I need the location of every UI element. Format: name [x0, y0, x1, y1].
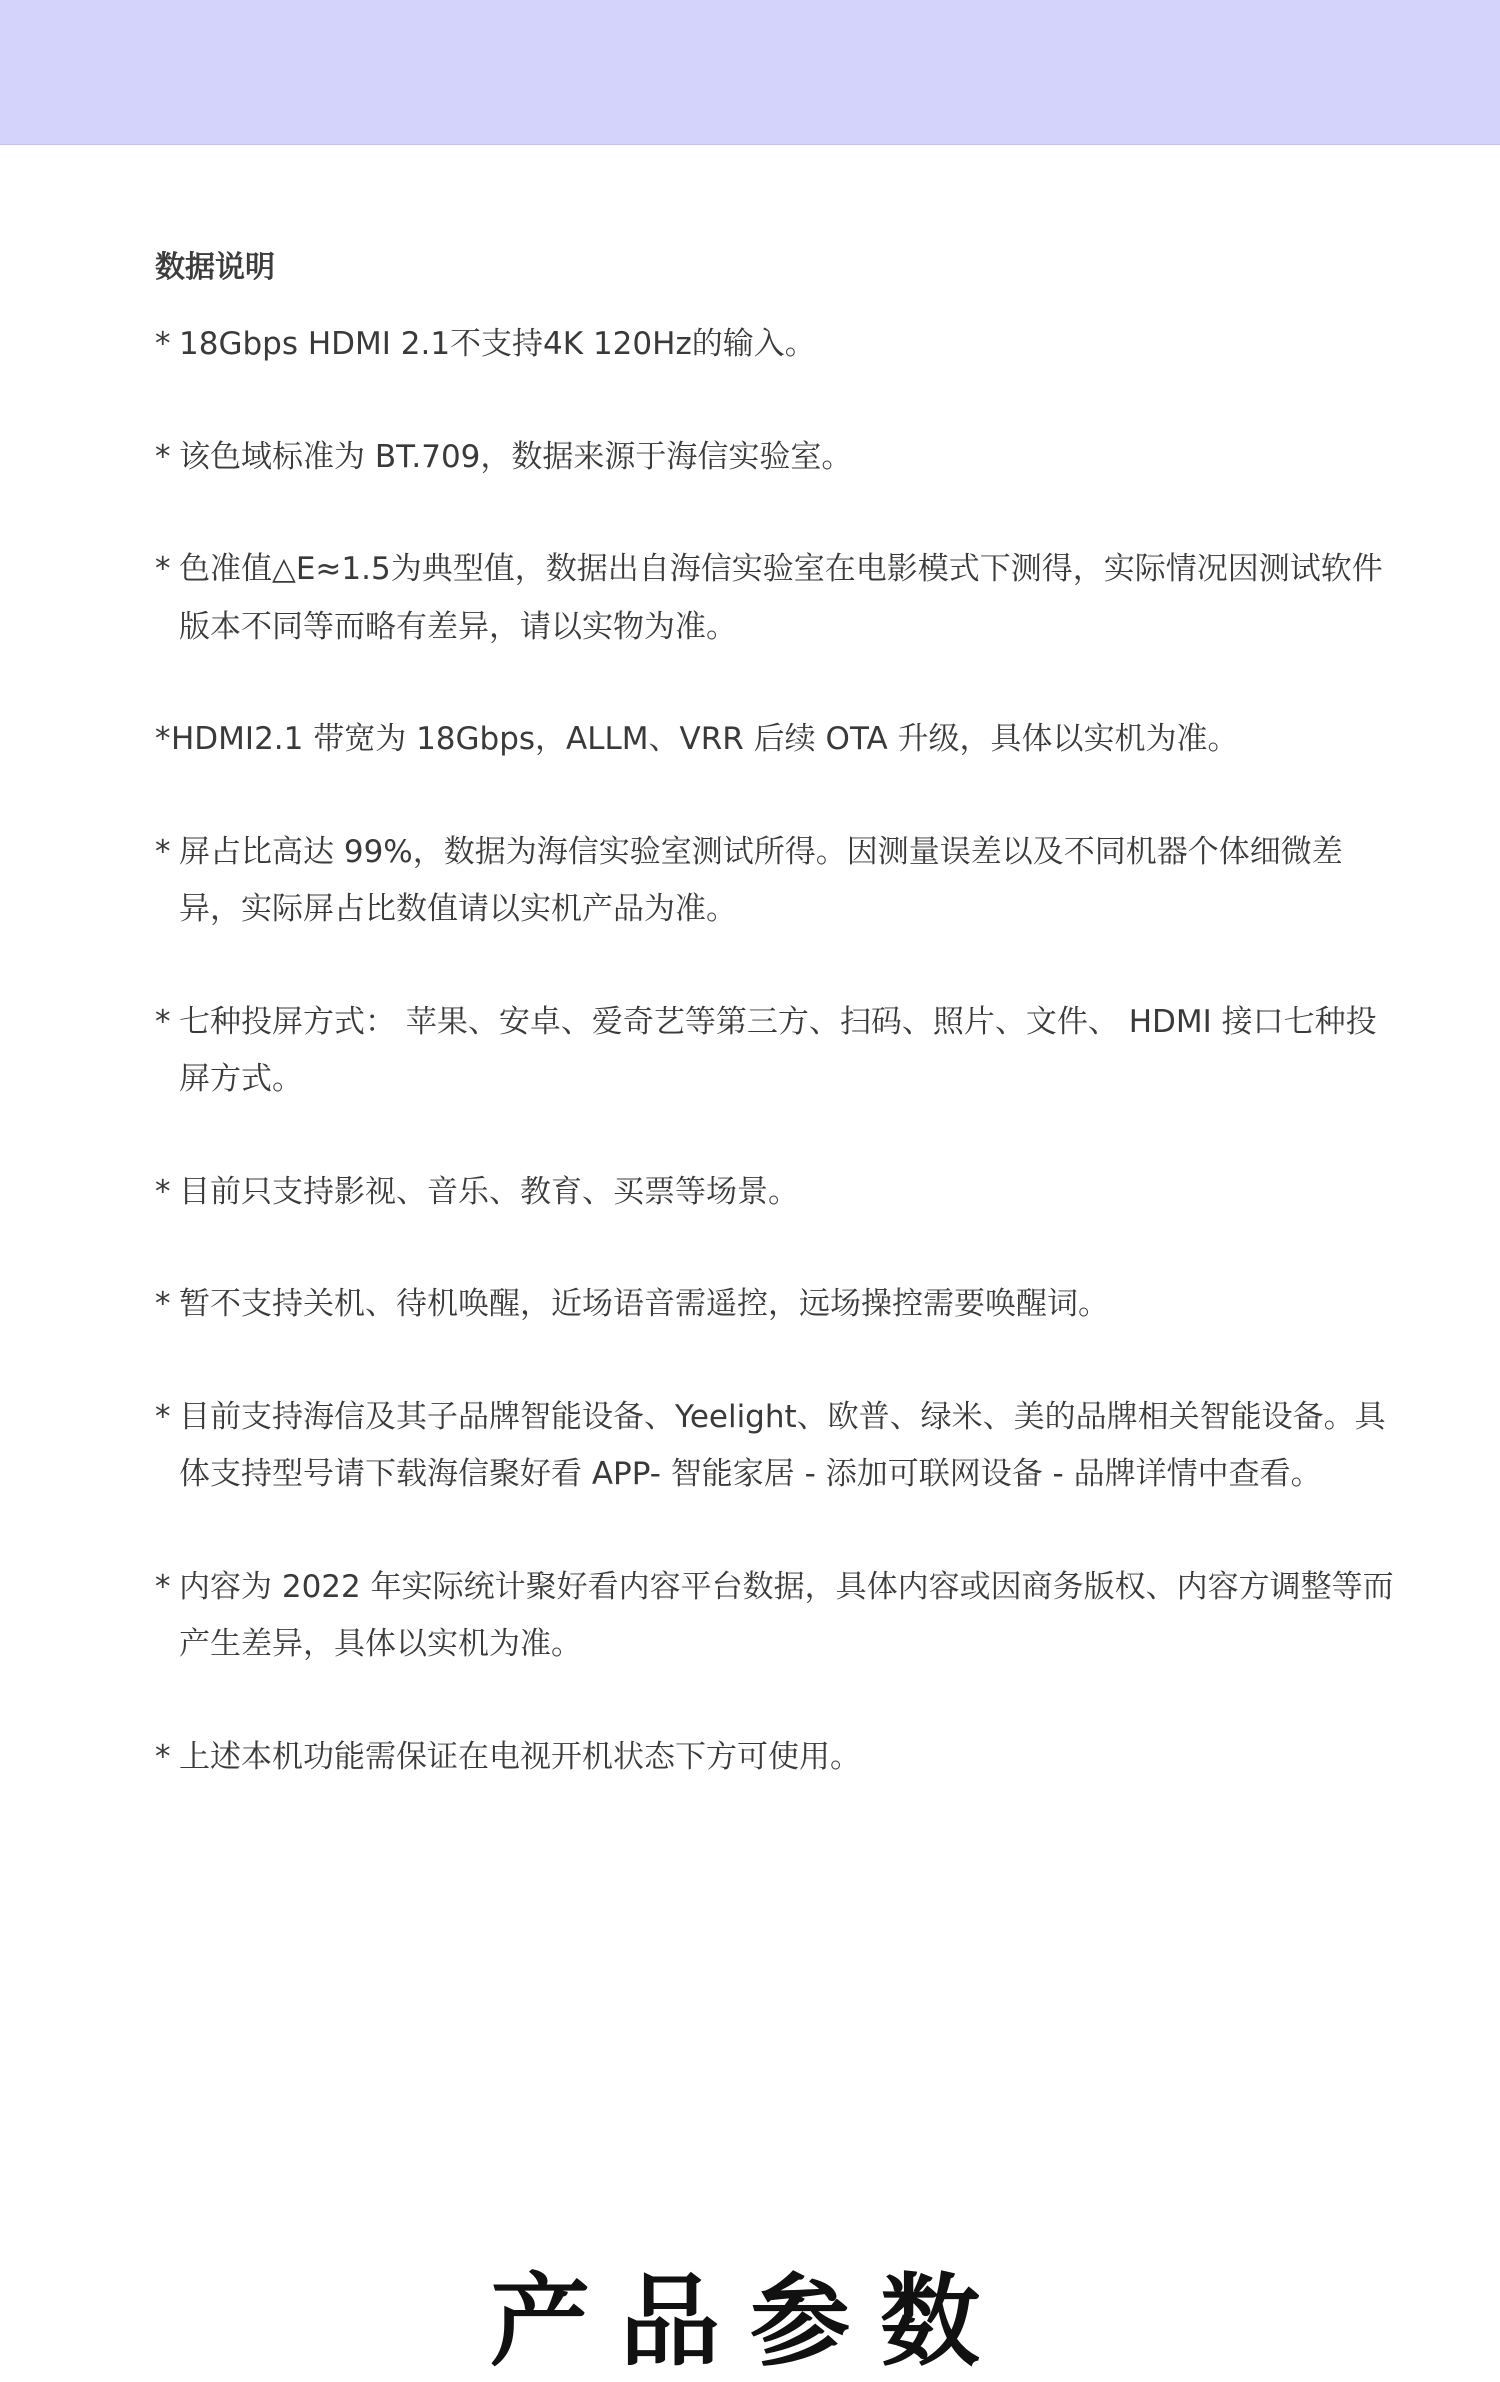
note-text: 目前只支持影视、音乐、教育、买票等场景。	[179, 1173, 799, 1210]
note-asterisk-marker: *	[155, 721, 171, 757]
note-asterisk-marker: *	[155, 551, 181, 587]
note-text: 内容为 2022 年实际统计聚好看内容平台数据，具体内容或因商务版权、内容方调整等而产生差异，具体以实机为准。	[179, 1568, 1394, 1662]
note-asterisk-marker: *	[155, 326, 181, 362]
note-asterisk-marker: *	[155, 1398, 181, 1435]
note-asterisk-marker: *	[155, 1173, 181, 1210]
note-text: 18Gbps HDMI 2.1不支持4K 120Hz的输入。	[179, 326, 816, 362]
note-item	[155, 711, 1395, 769]
top-color-band	[0, 0, 1500, 145]
note-item	[155, 429, 1395, 487]
note-text: 暂不支持关机、待机唤醒，近场语音需遥控，远场操控需要唤醒词。	[179, 1286, 1109, 1322]
note-text: 色准值△E≈1.5为典型值，数据出自海信实验室在电影模式下测得，实际情况因测试软件版本不同等而略有差异，请以实物为准。	[179, 551, 1383, 645]
note-item	[155, 994, 1395, 1109]
note-text: 该色域标准为 BT.709，数据来源于海信实验室。	[179, 438, 853, 475]
note-item	[155, 541, 1395, 656]
notes-list	[155, 316, 1395, 1786]
note-asterisk-marker: *	[155, 1738, 181, 1775]
note-item	[155, 1389, 1395, 1504]
note-text: 七种投屏方式： 苹果、安卓、爱奇艺等第三方、扫码、照片、文件、 HDMI 接口七种投屏方式。	[179, 1003, 1377, 1097]
note-asterisk-marker: *	[155, 1003, 181, 1040]
note-text: 上述本机功能需保证在电视开机状态下方可使用。	[179, 1738, 861, 1775]
section-heading: 数据说明	[155, 250, 275, 285]
note-text: 目前支持海信及其子品牌智能设备、Yeelight、欧普、绿米、美的品牌相关智能设备。具体支持型号请下载海信聚好看 APP- 智能家居 - 添加可联网设备 - 品牌详情中查看。	[179, 1398, 1386, 1492]
note-item	[155, 1164, 1395, 1222]
product-parameters-heading: 产品参数	[490, 2263, 1010, 2380]
note-item	[155, 824, 1395, 939]
note-asterisk-marker: *	[155, 438, 181, 475]
note-asterisk-marker: *	[155, 1568, 181, 1605]
note-text: HDMI2.1 带宽为 18Gbps，ALLM、VRR 后续 OTA 升级，具体以实机为准。	[171, 721, 1239, 757]
notes-section	[155, 240, 1395, 1786]
note-asterisk-marker: *	[155, 1286, 181, 1322]
note-item	[155, 1729, 1395, 1787]
note-text: 屏占比高达 99%，数据为海信实验室测试所得。因测量误差以及不同机器个体细微差异，实际屏占比数值请以实机产品为准。	[179, 833, 1343, 927]
note-item	[155, 1559, 1395, 1674]
note-item	[155, 316, 1395, 374]
note-asterisk-marker: *	[155, 833, 181, 870]
note-item	[155, 1276, 1395, 1334]
